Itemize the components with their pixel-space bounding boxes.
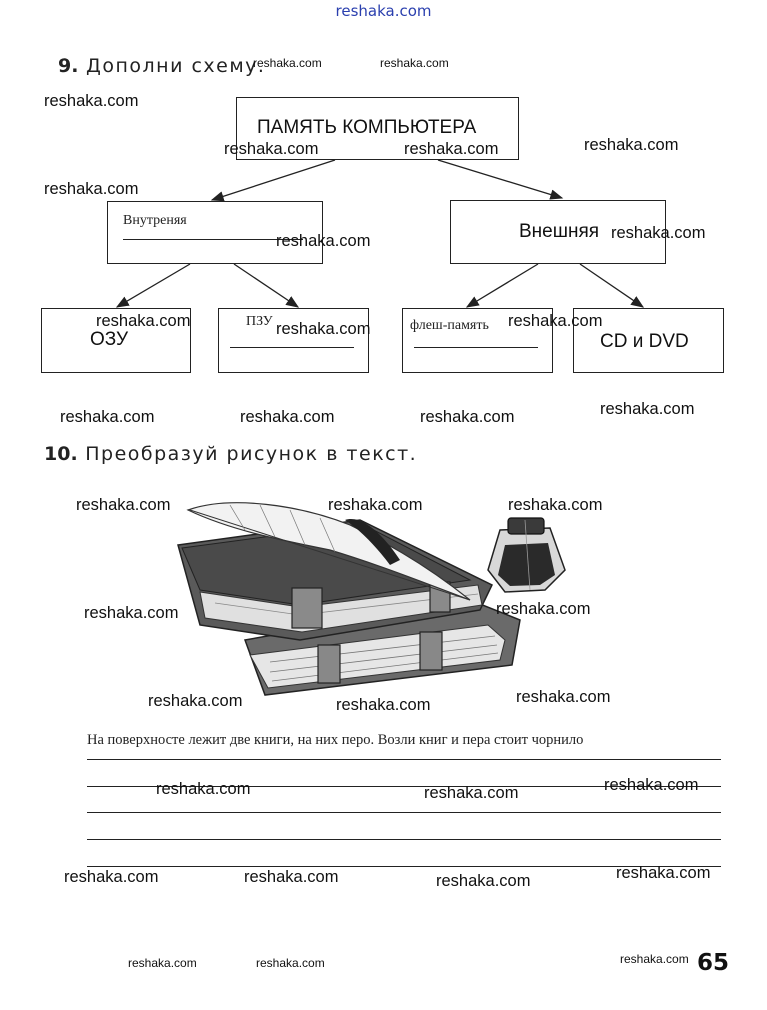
watermark: reshaka.com	[253, 56, 322, 70]
watermark: reshaka.com	[64, 868, 159, 886]
root-label: ПАМЯТЬ КОМПЬЮТЕРА	[257, 117, 477, 138]
watermark: reshaka.com	[128, 956, 197, 970]
watermark: reshaka.com	[584, 136, 679, 154]
watermark: reshaka.com	[156, 780, 251, 798]
watermark: reshaka.com	[336, 696, 431, 714]
watermark: reshaka.com	[508, 312, 603, 330]
watermark: reshaka.com	[328, 496, 423, 514]
watermark: reshaka.com	[96, 312, 191, 330]
rom-label: ПЗУ	[246, 314, 273, 329]
flash-label: флеш-память	[410, 318, 489, 333]
watermark: reshaka.com	[420, 408, 515, 426]
page-number: 65	[697, 950, 730, 976]
watermark: reshaka.com	[148, 692, 243, 710]
watermark: reshaka.com	[604, 776, 699, 794]
watermark: reshaka.com	[44, 180, 139, 198]
watermark: reshaka.com	[256, 956, 325, 970]
watermark: reshaka.com	[600, 400, 695, 418]
watermark: reshaka.com	[380, 56, 449, 70]
watermark: reshaka.com	[516, 688, 611, 706]
answer-text: На поверхносте лежит две книги, на них перо. Возли книг и пера стоит чорнило	[87, 732, 584, 748]
task-10-number: 10.	[44, 443, 78, 465]
watermark: reshaka.com	[496, 600, 591, 618]
watermark: reshaka.com	[276, 232, 371, 250]
watermark: reshaka.com	[84, 604, 179, 622]
task-10-text: Преобразуй рисунок в текст.	[85, 443, 418, 465]
writing-line	[87, 839, 721, 840]
watermark: reshaka.com	[60, 408, 155, 426]
cd-label: CD и DVD	[600, 331, 689, 352]
watermark: reshaka.com	[424, 784, 519, 802]
task-9-text: Дополни схему.	[86, 55, 266, 77]
site-header-link[interactable]: reshaka.com	[335, 2, 432, 20]
watermark: reshaka.com	[244, 868, 339, 886]
watermark: reshaka.com	[404, 140, 499, 158]
watermark: reshaka.com	[620, 952, 689, 966]
task-9-number: 9.	[58, 55, 79, 77]
external-label: Внешняя	[519, 221, 600, 242]
watermark: reshaka.com	[44, 92, 139, 110]
watermark: reshaka.com	[240, 408, 335, 426]
inkwell-icon	[488, 518, 565, 592]
watermark: reshaka.com	[436, 872, 531, 890]
ram-label: ОЗУ	[90, 329, 129, 350]
watermark: reshaka.com	[76, 496, 171, 514]
watermark: reshaka.com	[224, 140, 319, 158]
watermark: reshaka.com	[616, 864, 711, 882]
watermark: reshaka.com	[508, 496, 603, 514]
internal-label: Внутреняя	[123, 213, 187, 228]
watermark: reshaka.com	[611, 224, 706, 242]
watermark: reshaka.com	[276, 320, 371, 338]
writing-line	[87, 759, 721, 760]
writing-line	[87, 812, 721, 813]
